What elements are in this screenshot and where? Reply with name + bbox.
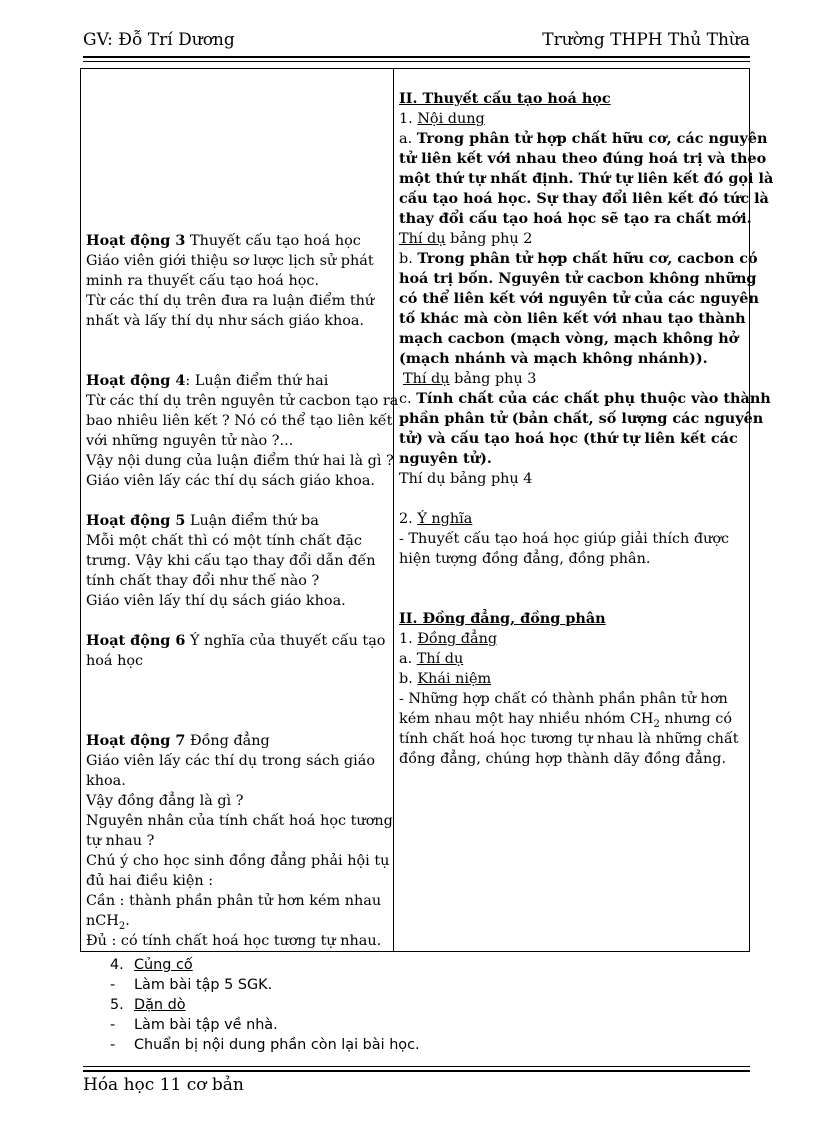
meaning-line: hiện tượng đồng đẳng, đồng phân.	[399, 551, 651, 567]
activity-7-line: Cần : thành phần phân tử hơn kém nhau	[86, 893, 382, 909]
point-b-line: hoá trị bốn. Nguyên tử cacbon không những	[399, 270, 757, 287]
list-item: - Làm bài tập về nhà.	[110, 1017, 278, 1033]
example-2: Thí dụ bảng phụ 2	[399, 231, 533, 247]
concept-line: đồng đẳng, chúng hợp thành dãy đồng đẳng.	[399, 751, 727, 767]
lesson-table	[80, 68, 774, 952]
point-b-line: (mạch nhánh và mạch không nhánh)).	[399, 350, 708, 367]
school-name: Trường THPH Thủ Thừa	[542, 30, 750, 50]
activity-7-formula: nCH$_2$.	[86, 913, 130, 932]
point-c-line: nguyên tử).	[399, 450, 492, 467]
page-header	[83, 30, 750, 54]
point-c-line: phần phân tử (bản chất, số lượng các nguyên	[399, 410, 764, 427]
concept-line: tính chất hoá học tương tự nhau là những chất	[399, 731, 739, 747]
concept-subheading: b. Khái niệm	[399, 671, 492, 687]
activity-3-line: Từ các thí dụ trên đưa ra luận điểm thứ	[86, 293, 375, 309]
section-heading-homologs: II. Đồng đẳng, đồng phân	[399, 610, 606, 627]
list-item: - Chuẩn bị nội dung phần còn lại bài học.	[110, 1037, 420, 1053]
list-item: - Làm bài tập 5 SGK.	[110, 977, 273, 993]
activity-3-line: minh ra thuyết cấu tạo hoá học.	[86, 273, 320, 289]
point-a: a. Trong phân tử hợp chất hữu cơ, các nguyên	[399, 130, 768, 147]
footer-rule-thin	[83, 1066, 750, 1067]
activity-7-line: Nguyên nhân của tính chất hoá học tương	[86, 813, 393, 829]
point-a-line: một thứ tự nhất định. Thứ tự liên kết đó gọi là	[399, 170, 774, 187]
example-a: a. Thí dụ	[399, 651, 464, 667]
teacher-activities-column	[86, 69, 399, 951]
homolog-subheading: 1. Đồng đẳng	[399, 631, 498, 647]
activity-4-line: với những nguyên tử nào ?...	[86, 433, 294, 449]
activity-7-line: khoa.	[86, 773, 126, 789]
activity-5-line: trưng. Vậy khi cấu tạo thay đổi dẫn đến	[86, 553, 376, 569]
list-item-consolidation: 4. Củng cố	[110, 957, 193, 973]
column-divider	[393, 69, 394, 951]
activity-4-line: Giáo viên lấy các thí dụ sách giáo khoa.	[86, 473, 375, 489]
activity-6-line: hoá học	[86, 653, 144, 669]
activity-7-line: đủ hai điều kiện :	[86, 873, 214, 889]
example-4: Thí dụ bảng phụ 4	[399, 471, 533, 487]
content-subheading: 1. Nội dung	[399, 111, 485, 127]
activity-5-line: Mỗi một chất thì có một tính chất đặc	[86, 533, 362, 549]
point-c: c. Tính chất của các chất phụ thuộc vào thành	[399, 390, 771, 407]
activity-3-line: Giáo viên giới thiệu sơ lược lịch sử phát	[86, 253, 374, 269]
point-a-line: tử liên kết với nhau theo đúng hoá trị và theo	[399, 150, 767, 167]
point-b: b. Trong phân tử hợp chất hữu cơ, cacbon có	[399, 250, 758, 267]
activity-5-line: tính chất thay đổi như thế nào ?	[86, 573, 320, 589]
list-item-homework: 5. Dặn dò	[110, 997, 186, 1013]
concept-formula-line: kém nhau một hay nhiều nhóm $CH_2$ nhưng có	[399, 711, 732, 730]
footer-rule	[83, 1070, 750, 1072]
point-b-line: mạch cacbon (mạch vòng, mạch không hở	[399, 330, 739, 347]
concept-line: - Những hợp chất có thành phần phân tử hơn	[399, 691, 728, 707]
point-c-line: tử) và cấu tạo hoá học (thứ tự liên kết các	[399, 430, 738, 447]
point-a-line: cấu tạo hoá học. Sự thay đổi liên kết đó tức là	[399, 190, 769, 207]
activity-3-heading: Hoạt động 3 Thuyết cấu tạo hoá học	[86, 232, 361, 249]
activity-7-heading: Hoạt động 7 Đồng đẳng	[86, 732, 270, 749]
point-b-line: có thể liên kết với nguyên tử của các nguyên	[399, 290, 759, 307]
activity-5-line: Giáo viên lấy thí dụ sách giáo khoa.	[86, 593, 346, 609]
header-rule	[83, 56, 750, 58]
example-3: Thí dụ bảng phụ 3	[403, 371, 537, 387]
header-rule-thin	[83, 61, 750, 62]
closing-list	[110, 955, 420, 1055]
activity-4-line: Vậy nội dung của luận điểm thứ hai là gì ?	[86, 453, 394, 469]
meaning-line: - Thuyết cấu tạo hoá học giúp giải thích được	[399, 531, 730, 547]
point-b-line: tố khác mà còn liên kết với nhau tạo thành	[399, 310, 746, 327]
teacher-name: GV: Đỗ Trí Dương	[83, 30, 235, 50]
meaning-subheading: 2. Ý nghĩa	[399, 511, 473, 527]
page-footer: Hóa học 11 cơ bản	[83, 1075, 244, 1095]
activity-4-line: bao nhiêu liên kết ? Nó có thể tạo liên kết	[86, 413, 393, 429]
activity-3-line: nhất và lấy thí dụ như sách giáo khoa.	[86, 313, 365, 329]
activity-7-line: Đủ : có tính chất hoá học tương tự nhau.	[86, 933, 382, 949]
activity-6-heading: Hoạt động 6 Ý nghĩa của thuyết cấu tạo	[86, 632, 386, 649]
activity-5-heading: Hoạt động 5 Luận điểm thứ ba	[86, 512, 319, 529]
activity-4-heading: Hoạt động 4: Luận điểm thứ hai	[86, 372, 329, 389]
content-column	[399, 69, 774, 769]
section-heading: II. Thuyết cấu tạo hoá học	[399, 90, 611, 107]
activity-4-line: Từ các thí dụ trên nguyên tử cacbon tạo ra	[86, 393, 399, 409]
activity-7-line: Chú ý cho học sinh đồng đẳng phải hội tụ	[86, 853, 390, 869]
point-a-line: thay đổi cấu tạo hoá học sẽ tạo ra chất mới.	[399, 210, 752, 227]
activity-7-line: tự nhau ?	[86, 833, 155, 849]
activity-7-line: Giáo viên lấy các thí dụ trong sách giáo	[86, 753, 375, 769]
activity-7-line: Vậy đồng đẳng là gì ?	[86, 793, 244, 809]
